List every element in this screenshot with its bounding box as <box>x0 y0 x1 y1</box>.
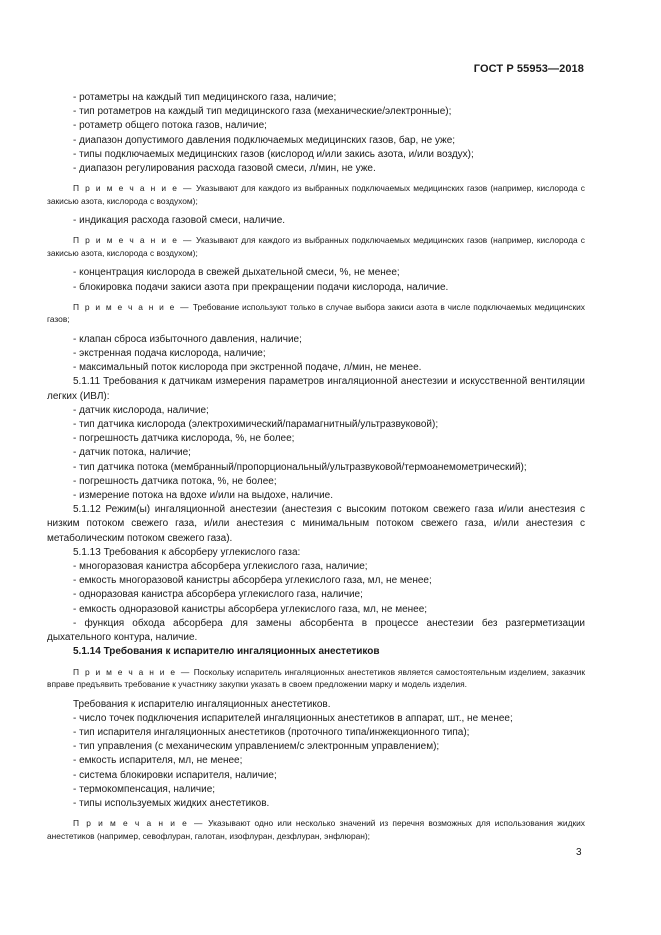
section-5-1-12: 5.1.12 Режим(ы) ингаляционной анестезии (анестезия с высоким потоком свежего газа и/или анестезия с низким потоком свежего газа, и/или анестезия с минимальным потоком свежего газа, и/или анестезия с метаболическим потоком свежего газа). <box>47 504 585 544</box>
list-item: - тип испарителя ингаляционных анестетиков (проточного типа/инжекционного типа); <box>73 726 470 738</box>
note-label: П р и м е ч а н и е — <box>73 666 191 677</box>
list-item: - тип датчика потока (мембранный/пропорциональный/ультразвуковой/термоанемометрический); <box>73 461 527 473</box>
list-item: - тип ротаметров на каждый тип медицинского газа (механические/электронные); <box>73 106 452 118</box>
list-item: - емкость испарителя, мл, не менее; <box>73 755 243 767</box>
document-header: ГОСТ Р 55953—2018 <box>473 63 584 75</box>
list-item: - блокировка подачи закиси азота при прекращении подачи кислорода, наличие. <box>73 281 449 293</box>
section-5-1-13: 5.1.13 Требования к абсорберу углекислого газа: <box>73 546 301 558</box>
list-item: - функция обхода абсорбера для замены абсорбента в процессе анестезии без разгерметизации дыхательного контура, наличие. <box>47 617 585 644</box>
list-item: - ротаметр общего потока газов, наличие; <box>73 120 267 132</box>
list-item: - тип управления (с механическим управлением/с электронным управлением); <box>73 741 440 753</box>
list-item: - индикация расхода газовой смеси, наличие. <box>73 215 286 227</box>
note-label: П р и м е ч а н и е — <box>73 183 193 194</box>
list-item: - емкость одноразовой канистры абсорбера углекислого газа, мл, не менее; <box>73 603 428 615</box>
list-block-3 <box>47 266 585 294</box>
list-item: - термокомпенсация, наличие; <box>73 783 216 795</box>
list-item: - многоразовая канистра абсорбера углекислого газа, наличие; <box>73 561 368 573</box>
note <box>47 301 585 326</box>
list-item: - одноразовая канистра абсорбера углекислого газа, наличие; <box>73 589 363 601</box>
list-item: - погрешность датчика потока, %, не более; <box>73 475 277 487</box>
list-item: - тип датчика кислорода (электрохимический/парамагнитный/ультразвуковой); <box>73 419 439 431</box>
list-item: - максимальный поток кислорода при экстренной подаче, л/мин, не менее. <box>73 362 422 374</box>
note <box>47 234 585 259</box>
list-item: - система блокировки испарителя, наличие; <box>73 769 277 781</box>
page-number: 3 <box>576 847 582 858</box>
note-label: П р и м е ч а н и е — <box>73 818 204 829</box>
note-text: Указывают для каждого из выбранных подключаемых медицинских газов (например, кислорода с закисью азота, кислорода с воздухом); <box>47 235 585 258</box>
list-item: - клапан сброса избыточного давления, наличие; <box>73 333 302 345</box>
note-text: Указывают одно или несколько значений из перечня возможных для использования жидких анестетиков (например, севофлуран, галотан, изофлуран, дезфлуран, энфлюран); <box>47 818 585 841</box>
list-block-2 <box>47 214 585 228</box>
list-item: - диапазон допустимого давления подключаемых медицинских газов, бар, не уже; <box>73 134 456 146</box>
list-block-1 <box>47 91 585 176</box>
list-item: - экстренная подача кислорода, наличие; <box>73 348 266 360</box>
note-label: П р и м е ч а н и е — <box>73 301 191 312</box>
note <box>47 182 585 207</box>
list-item: - диапазон регулирования расхода газовой смеси, л/мин, не уже. <box>73 163 376 175</box>
list-block-4 <box>47 333 585 376</box>
page-body <box>47 91 585 849</box>
list-item: - погрешность датчика кислорода, %, не более; <box>73 433 295 445</box>
note-text: Требование используют только в случае выбора закиси азота в числе подключаемых медицинских газов; <box>47 301 585 325</box>
section-5-1-14-heading: 5.1.14 Требования к испарителю ингаляционных анестетиков <box>73 646 380 658</box>
list-item: - ротаметры на каждый тип медицинского газа, наличие; <box>73 92 337 103</box>
list-item: - датчик кислорода, наличие; <box>73 404 209 416</box>
note-label: П р и м е ч а н и е — <box>73 235 193 246</box>
list-block-5 <box>47 404 585 503</box>
section-5-1-11: 5.1.11 Требования к датчикам измерения параметров ингаляционной анестезии и искусственной вентиляции легких (ИВЛ): <box>47 376 585 402</box>
list-item: - измерение потока на вдохе и/или на выдохе, наличие. <box>73 490 334 502</box>
list-item: - типы используемых жидких анестетиков. <box>73 797 270 809</box>
list-item: - число точек подключения испарителей ингаляционных анестетиков в аппарат, шт., не менее; <box>73 712 513 724</box>
note <box>47 666 585 691</box>
note-text: Указывают для каждого из выбранных подключаемых медицинских газов (например, кислорода с закисью азота, кислорода с воздухом); <box>47 183 585 206</box>
list-item: - типы подключаемых медицинских газов (кислород и/или закись азота, и/или воздух); <box>73 148 474 160</box>
note <box>47 817 585 842</box>
note-text: Поскольку испаритель ингаляционных анестетиков является самостоятельным изделием, заказчик вправе предъявить требование к участнику закупки указать в своем предложении марку и модель изделия. <box>47 666 585 689</box>
list-block-6 <box>47 560 585 617</box>
list-block-7 <box>47 712 585 811</box>
list-item: - емкость многоразовой канистры абсорбера углекислого газа, мл, не менее; <box>73 575 432 587</box>
list-item: - датчик потока, наличие; <box>73 447 191 459</box>
requirements-intro: Требования к испарителю ингаляционных анестетиков. <box>73 698 331 710</box>
list-item: - концентрация кислорода в свежей дыхательной смеси, %, не менее; <box>73 267 400 279</box>
